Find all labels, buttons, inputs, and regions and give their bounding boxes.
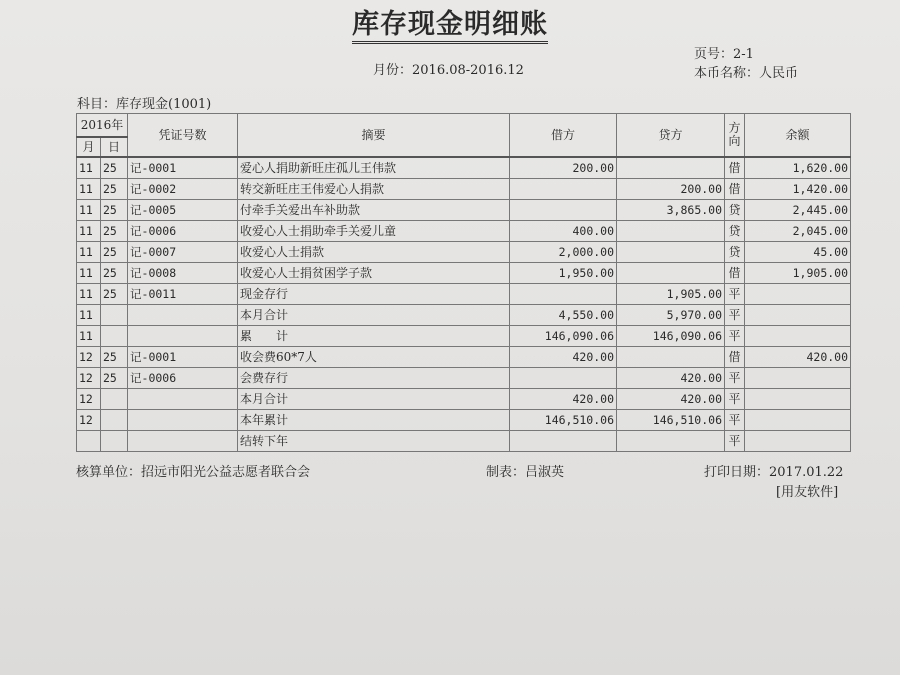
day-cell: 25 [101,284,128,305]
currency-label: 本币名称：人民币 [694,66,799,81]
direction-cell: 平 [725,389,745,410]
ledger-row [77,284,851,305]
software-label: [用友软件] [776,485,839,500]
prepared-by: 制表：吕淑英 [486,465,565,480]
balance-cell [745,410,851,431]
direction-cell: 平 [725,284,745,305]
balance-cell: 1,620.00 [745,157,851,179]
voucher-cell: 记-0001 [128,347,238,368]
direction-cell: 平 [725,431,745,452]
summary-cell: 收爱心人士捐助牵手关爱儿童 [238,221,510,242]
voucher-cell [128,326,238,347]
summary-cell: 本月合计 [238,305,510,326]
balance-cell [745,326,851,347]
print-date: 打印日期：2017.01.22 [704,465,844,480]
month-cell: 12 [77,368,101,389]
summary-cell: 收爱心人士捐款 [238,242,510,263]
voucher-cell: 记-0001 [128,157,238,179]
credit-cell: 3,865.00 [617,200,725,221]
ledger-row [77,221,851,242]
summary-cell: 付牵手关爱出车补助款 [238,200,510,221]
balance-cell: 45.00 [745,242,851,263]
credit-cell: 1,905.00 [617,284,725,305]
month-cell: 11 [77,179,101,200]
summary-cell: 收会费60*7人 [238,347,510,368]
day-cell [101,389,128,410]
debit-cell [510,284,617,305]
ledger-row [77,179,851,200]
voucher-cell: 记-0006 [128,221,238,242]
balance-cell: 420.00 [745,347,851,368]
credit-header: 贷方 [617,114,725,158]
direction-cell: 借 [725,347,745,368]
summary-cell: 爱心人捐助新旺庄孤儿王伟款 [238,157,510,179]
ledger-title: 库存现金明细账 [0,2,900,41]
balance-cell [745,389,851,410]
credit-cell [617,263,725,284]
voucher-header: 凭证号数 [128,114,238,158]
summary-cell: 累 计 [238,326,510,347]
month-cell: 12 [77,410,101,431]
credit-cell [617,221,725,242]
credit-cell: 146,090.06 [617,326,725,347]
day-cell: 25 [101,157,128,179]
ledger-table [76,113,851,452]
credit-cell: 420.00 [617,368,725,389]
ledger-row [77,263,851,284]
voucher-cell [128,389,238,410]
month-cell: 11 [77,242,101,263]
month-cell: 11 [77,263,101,284]
day-header: 日 [101,137,128,157]
month-cell: 11 [77,157,101,179]
voucher-cell [128,305,238,326]
credit-cell [617,347,725,368]
voucher-cell: 记-0011 [128,284,238,305]
day-cell: 25 [101,221,128,242]
debit-cell [510,431,617,452]
summary-cell: 收爱心人士捐贫困学子款 [238,263,510,284]
summary-cell: 会费存行 [238,368,510,389]
summary-header: 摘要 [238,114,510,158]
ledger-row [77,326,851,347]
balance-cell: 2,445.00 [745,200,851,221]
balance-cell [745,431,851,452]
credit-cell: 5,970.00 [617,305,725,326]
ledger-row [77,305,851,326]
debit-cell [510,179,617,200]
balance-header: 余额 [745,114,851,158]
balance-cell [745,368,851,389]
subject-label: 科目：库存现金(1001) [77,97,212,112]
year-header: 2016年 [77,114,128,138]
debit-cell: 420.00 [510,389,617,410]
summary-cell: 本月合计 [238,389,510,410]
voucher-cell [128,431,238,452]
day-cell [101,431,128,452]
ledger-row [77,410,851,431]
direction-cell: 平 [725,305,745,326]
debit-cell: 4,550.00 [510,305,617,326]
month-cell: 11 [77,221,101,242]
balance-cell [745,305,851,326]
voucher-cell [128,410,238,431]
debit-cell: 2,000.00 [510,242,617,263]
summary-cell: 现金存行 [238,284,510,305]
voucher-cell: 记-0006 [128,368,238,389]
direction-cell: 平 [725,368,745,389]
ledger-row [77,431,851,452]
month-cell: 11 [77,305,101,326]
debit-cell: 146,510.06 [510,410,617,431]
debit-cell [510,368,617,389]
day-cell: 25 [101,263,128,284]
day-cell: 25 [101,368,128,389]
debit-cell [510,200,617,221]
debit-header: 借方 [510,114,617,158]
ledger-body [77,157,851,452]
direction-cell: 平 [725,326,745,347]
summary-cell: 本年累计 [238,410,510,431]
direction-cell: 贷 [725,200,745,221]
direction-cell: 借 [725,157,745,179]
debit-cell: 420.00 [510,347,617,368]
direction-cell: 借 [725,179,745,200]
debit-cell: 146,090.06 [510,326,617,347]
month-header: 月 [77,137,101,157]
balance-cell: 1,420.00 [745,179,851,200]
month-cell: 11 [77,326,101,347]
day-cell: 25 [101,179,128,200]
period-label: 月份：2016.08-2016.12 [373,63,524,78]
ledger-row [77,157,851,179]
day-cell [101,326,128,347]
voucher-cell: 记-0002 [128,179,238,200]
day-cell: 25 [101,347,128,368]
balance-cell: 2,045.00 [745,221,851,242]
credit-cell: 146,510.06 [617,410,725,431]
ledger-row [77,242,851,263]
voucher-cell: 记-0007 [128,242,238,263]
credit-cell: 420.00 [617,389,725,410]
direction-cell: 平 [725,410,745,431]
month-cell: 11 [77,284,101,305]
direction-cell: 贷 [725,242,745,263]
credit-cell [617,431,725,452]
month-cell: 11 [77,200,101,221]
debit-cell: 200.00 [510,157,617,179]
ledger-row [77,200,851,221]
ledger-row [77,389,851,410]
debit-cell: 400.00 [510,221,617,242]
voucher-cell: 记-0005 [128,200,238,221]
debit-cell: 1,950.00 [510,263,617,284]
summary-cell: 结转下年 [238,431,510,452]
day-cell: 25 [101,242,128,263]
month-cell [77,431,101,452]
month-cell: 12 [77,347,101,368]
direction-cell: 贷 [725,221,745,242]
credit-cell: 200.00 [617,179,725,200]
credit-cell [617,242,725,263]
ledger-row [77,368,851,389]
accounting-unit: 核算单位：招远市阳光公益志愿者联合会 [76,465,311,480]
page-number: 页号：2-1 [694,47,754,62]
balance-cell: 1,905.00 [745,263,851,284]
direction-cell: 借 [725,263,745,284]
day-cell: 25 [101,200,128,221]
voucher-cell: 记-0008 [128,263,238,284]
day-cell [101,305,128,326]
summary-cell: 转交新旺庄王伟爱心人捐款 [238,179,510,200]
ledger-row [77,347,851,368]
balance-cell [745,284,851,305]
credit-cell [617,157,725,179]
month-cell: 12 [77,389,101,410]
day-cell [101,410,128,431]
direction-header: 方向 [725,114,745,158]
